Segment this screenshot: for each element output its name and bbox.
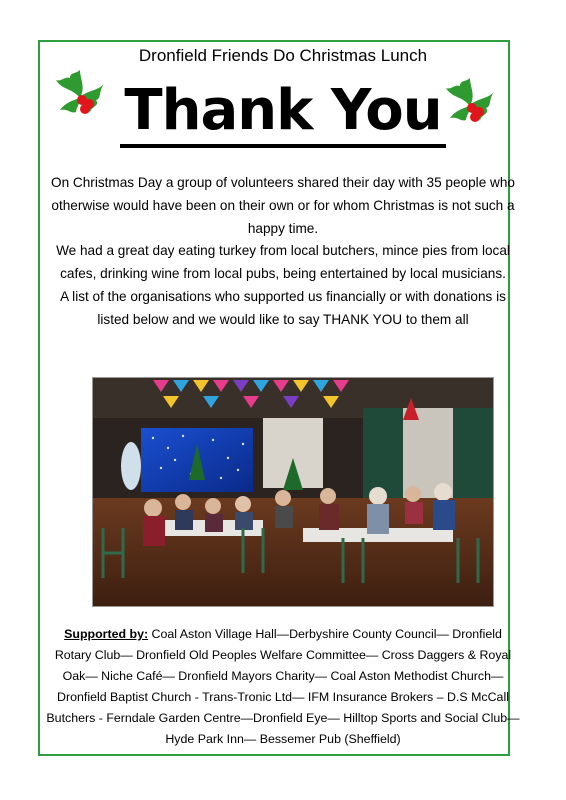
body-paragraph: On Christmas Day a group of volunteers shared their day with 35 people who otherwise would have been on their own or for whom Christmas is not such a happy time. [51, 175, 515, 236]
event-photo [92, 377, 494, 607]
supporters-list: Coal Aston Village Hall—Derbyshire County Council— Dronfield Rotary Club— Dronfield Old Peoples Welfare Committee— Cross Daggers & Royal Oak— Niche Café— Dronfield Mayors Charity— Coal Aston Methodist Church— Dronfield Baptist Church - Trans-Tronic Ltd— IFM Insurance Brokers – D.S McCall Butchers - Ferndale Garden Centre—Dronfield Eye— Hilltop Sports and Social Club— Hyde Park Inn— Bessemer Pub (Sheffield) [46, 627, 520, 746]
poster-body [44, 172, 522, 332]
supported-by-label: Supported by: [64, 627, 149, 641]
body-paragraph: We had a great day eating turkey from local butchers, mince pies from local cafes, drinking wine from local pubs, being entertained by local musicians. [56, 243, 510, 282]
poster-title-text: Thank You [120, 78, 445, 148]
supporters-section [46, 624, 520, 750]
body-paragraph: A list of the organisations who supported us financially or with donations is listed below and we would like to say THANK YOU to them all [60, 288, 506, 327]
poster-title [0, 78, 566, 148]
poster-subtitle: Dronfield Friends Do Christmas Lunch [138, 46, 428, 65]
photo-illustration [93, 378, 493, 606]
